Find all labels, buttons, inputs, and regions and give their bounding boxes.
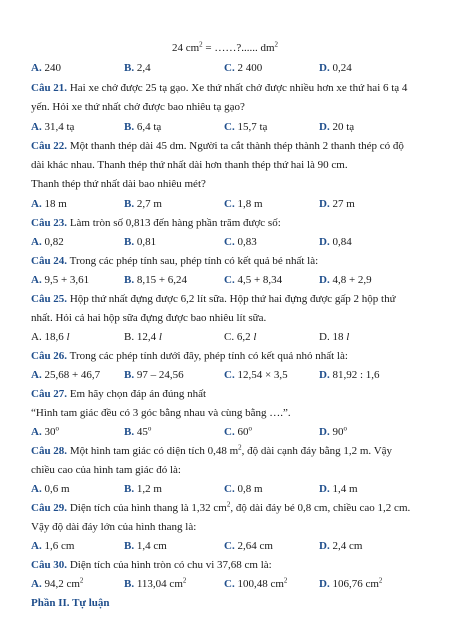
- question-number: Câu 28.: [31, 445, 68, 457]
- option-d[interactable]: D. 18 l: [319, 331, 350, 343]
- option-b[interactable]: B. 1,4 cm: [124, 540, 167, 552]
- option-a[interactable]: A. 1,6 cm: [31, 540, 75, 552]
- option-c[interactable]: C. 12,54 × 3,5: [224, 369, 288, 381]
- option-b[interactable]: B. 8,15 + 6,24: [124, 274, 188, 286]
- option-b[interactable]: B. 1,2 m: [124, 483, 162, 495]
- option-a[interactable]: A. 240: [31, 62, 61, 74]
- option-a[interactable]: A. 31,4 tạ: [31, 121, 75, 133]
- q28-text-cont: chiều cao của hình tam giác đó là:: [31, 464, 181, 476]
- option-b[interactable]: B. 0,81: [124, 236, 157, 248]
- option-d[interactable]: D. 2,4 cm: [319, 540, 363, 552]
- option-d[interactable]: D. 90$^o$: [319, 424, 347, 438]
- option-c[interactable]: C. 15,7 tạ: [224, 121, 268, 133]
- option-a[interactable]: A. 0,6 m: [31, 483, 70, 495]
- option-a[interactable]: A. 18,6 l: [31, 331, 70, 343]
- section-heading: Phần II. Tự luận: [31, 597, 110, 609]
- option-b[interactable]: B. 97 – 24,56: [124, 369, 184, 381]
- q29-text: Câu 29. Diện tích của hình thang là 1,32 $cm^2$, độ dài đáy bé 0,8 cm, chiều cao 1,2 cm.: [31, 500, 411, 514]
- option-b[interactable]: B. 6,4 tạ: [124, 121, 162, 133]
- option-c[interactable]: C. 0,83: [224, 236, 257, 248]
- option-d[interactable]: D. 0,84: [319, 236, 352, 248]
- question-number: Câu 21.: [31, 82, 68, 94]
- option-d[interactable]: D. 4,8 + 2,9: [319, 274, 372, 286]
- option-a[interactable]: A. 94,2 $cm^2$: [31, 576, 84, 590]
- option-b[interactable]: B. 2,4: [124, 62, 151, 74]
- option-c[interactable]: C. 60$^o$: [224, 424, 252, 438]
- question-number: Câu 25.: [31, 293, 68, 305]
- option-d[interactable]: D. 106,76 $cm^2$: [319, 576, 383, 590]
- option-c[interactable]: C. 100,48 $cm^2$: [224, 576, 288, 590]
- q22-text: Câu 22. Một thanh thép dài 45 dm. Người ta cắt thành thép thành 2 thanh thép có độ: [31, 140, 404, 152]
- q27-text: Câu 27. Em hãy chọn đáp án đúng nhất: [31, 388, 207, 400]
- option-b[interactable]: B. 12,4 l: [124, 331, 162, 343]
- q24-text: Câu 24. Trong các phép tính sau, phép tính có kết quả bé nhất là:: [31, 255, 319, 267]
- question-number: Câu 26.: [31, 350, 68, 362]
- question-number: Câu 30.: [31, 559, 68, 571]
- option-c[interactable]: C. 1,8 m: [224, 198, 263, 210]
- question-number: Câu 22.: [31, 140, 68, 152]
- option-b[interactable]: B. 45$^o$: [124, 424, 152, 438]
- option-d[interactable]: D. 20 tạ: [319, 121, 355, 133]
- option-b[interactable]: B. 113,04 $cm^2$: [124, 576, 187, 590]
- q25-text-cont: nhất. Hỏi cả hai hộp sữa đựng được bao nhiêu lít sữa.: [31, 312, 267, 324]
- q29-text-cont: Vậy độ dài đáy lớn của hình thang là:: [31, 521, 197, 533]
- q26-text: Câu 26. Trong các phép tính dưới đây, phép tính có kết quả nhỏ nhất là:: [31, 350, 348, 362]
- conversion-question: 24 $cm^2$ = ……?...... $dm^2$: [171, 40, 279, 54]
- question-number: Câu 24.: [31, 255, 68, 267]
- question-number: Câu 29.: [31, 502, 68, 514]
- option-d[interactable]: D. 81,92 : 1,6: [319, 369, 380, 381]
- option-a[interactable]: A. 18 m: [31, 198, 67, 210]
- q25-text: Câu 25. Hộp thứ nhất đựng được 6,2 lít sữa. Hộp thứ hai đựng được gấp 2 hộp thứ: [31, 293, 396, 305]
- option-d[interactable]: D. 1,4 m: [319, 483, 358, 495]
- option-d[interactable]: D. 27 m: [319, 198, 355, 210]
- question-number: Câu 27.: [31, 388, 68, 400]
- option-b[interactable]: B. 2,7 m: [124, 198, 162, 210]
- q22-text-cont: dài khác nhau. Thanh thép thứ nhất dài hơn thanh thép thứ hai là 90 cm.: [31, 159, 348, 171]
- q21-text-cont: yến. Hỏi xe thứ nhất chở được bao nhiêu tạ gạo?: [31, 101, 245, 113]
- option-c[interactable]: C. 2 400: [224, 62, 263, 74]
- q28-text: Câu 28. Một hình tam giác có diện tích 0,48 $m^2$, độ dài cạnh đáy bằng 1,2 m. Vậy: [31, 443, 393, 457]
- option-a[interactable]: A. 9,5 + 3,61: [31, 274, 90, 286]
- q27-quote: “Hình tam giác đều có 3 góc bằng nhau và cùng bằng ….”.: [31, 407, 291, 419]
- option-c[interactable]: C. 6,2 l: [224, 331, 257, 343]
- option-a[interactable]: A. 25,68 + 46,7: [31, 369, 101, 381]
- option-a[interactable]: A. 30$^o$: [31, 424, 59, 438]
- question-number: Câu 23.: [31, 217, 68, 229]
- option-c[interactable]: C. 4,5 + 8,34: [224, 274, 283, 286]
- option-d[interactable]: D. 0,24: [319, 62, 352, 74]
- q22-text-cont2: Thanh thép thứ nhất dài bao nhiêu mét?: [31, 178, 206, 190]
- option-c[interactable]: C. 0,8 m: [224, 483, 263, 495]
- q30-text: Câu 30. Diện tích của hình tròn có chu vi 37,68 cm là:: [31, 559, 272, 571]
- option-a[interactable]: A. 0,82: [31, 236, 64, 248]
- option-c[interactable]: C. 2,64 cm: [224, 540, 273, 552]
- q23-text: Câu 23. Làm tròn số 0,813 đến hàng phần trăm được số:: [31, 217, 281, 229]
- q21-text: Câu 21. Hai xe chở được 25 tạ gạo. Xe thứ nhất chở được nhiều hơn xe thứ hai 6 tạ 4: [31, 82, 408, 94]
